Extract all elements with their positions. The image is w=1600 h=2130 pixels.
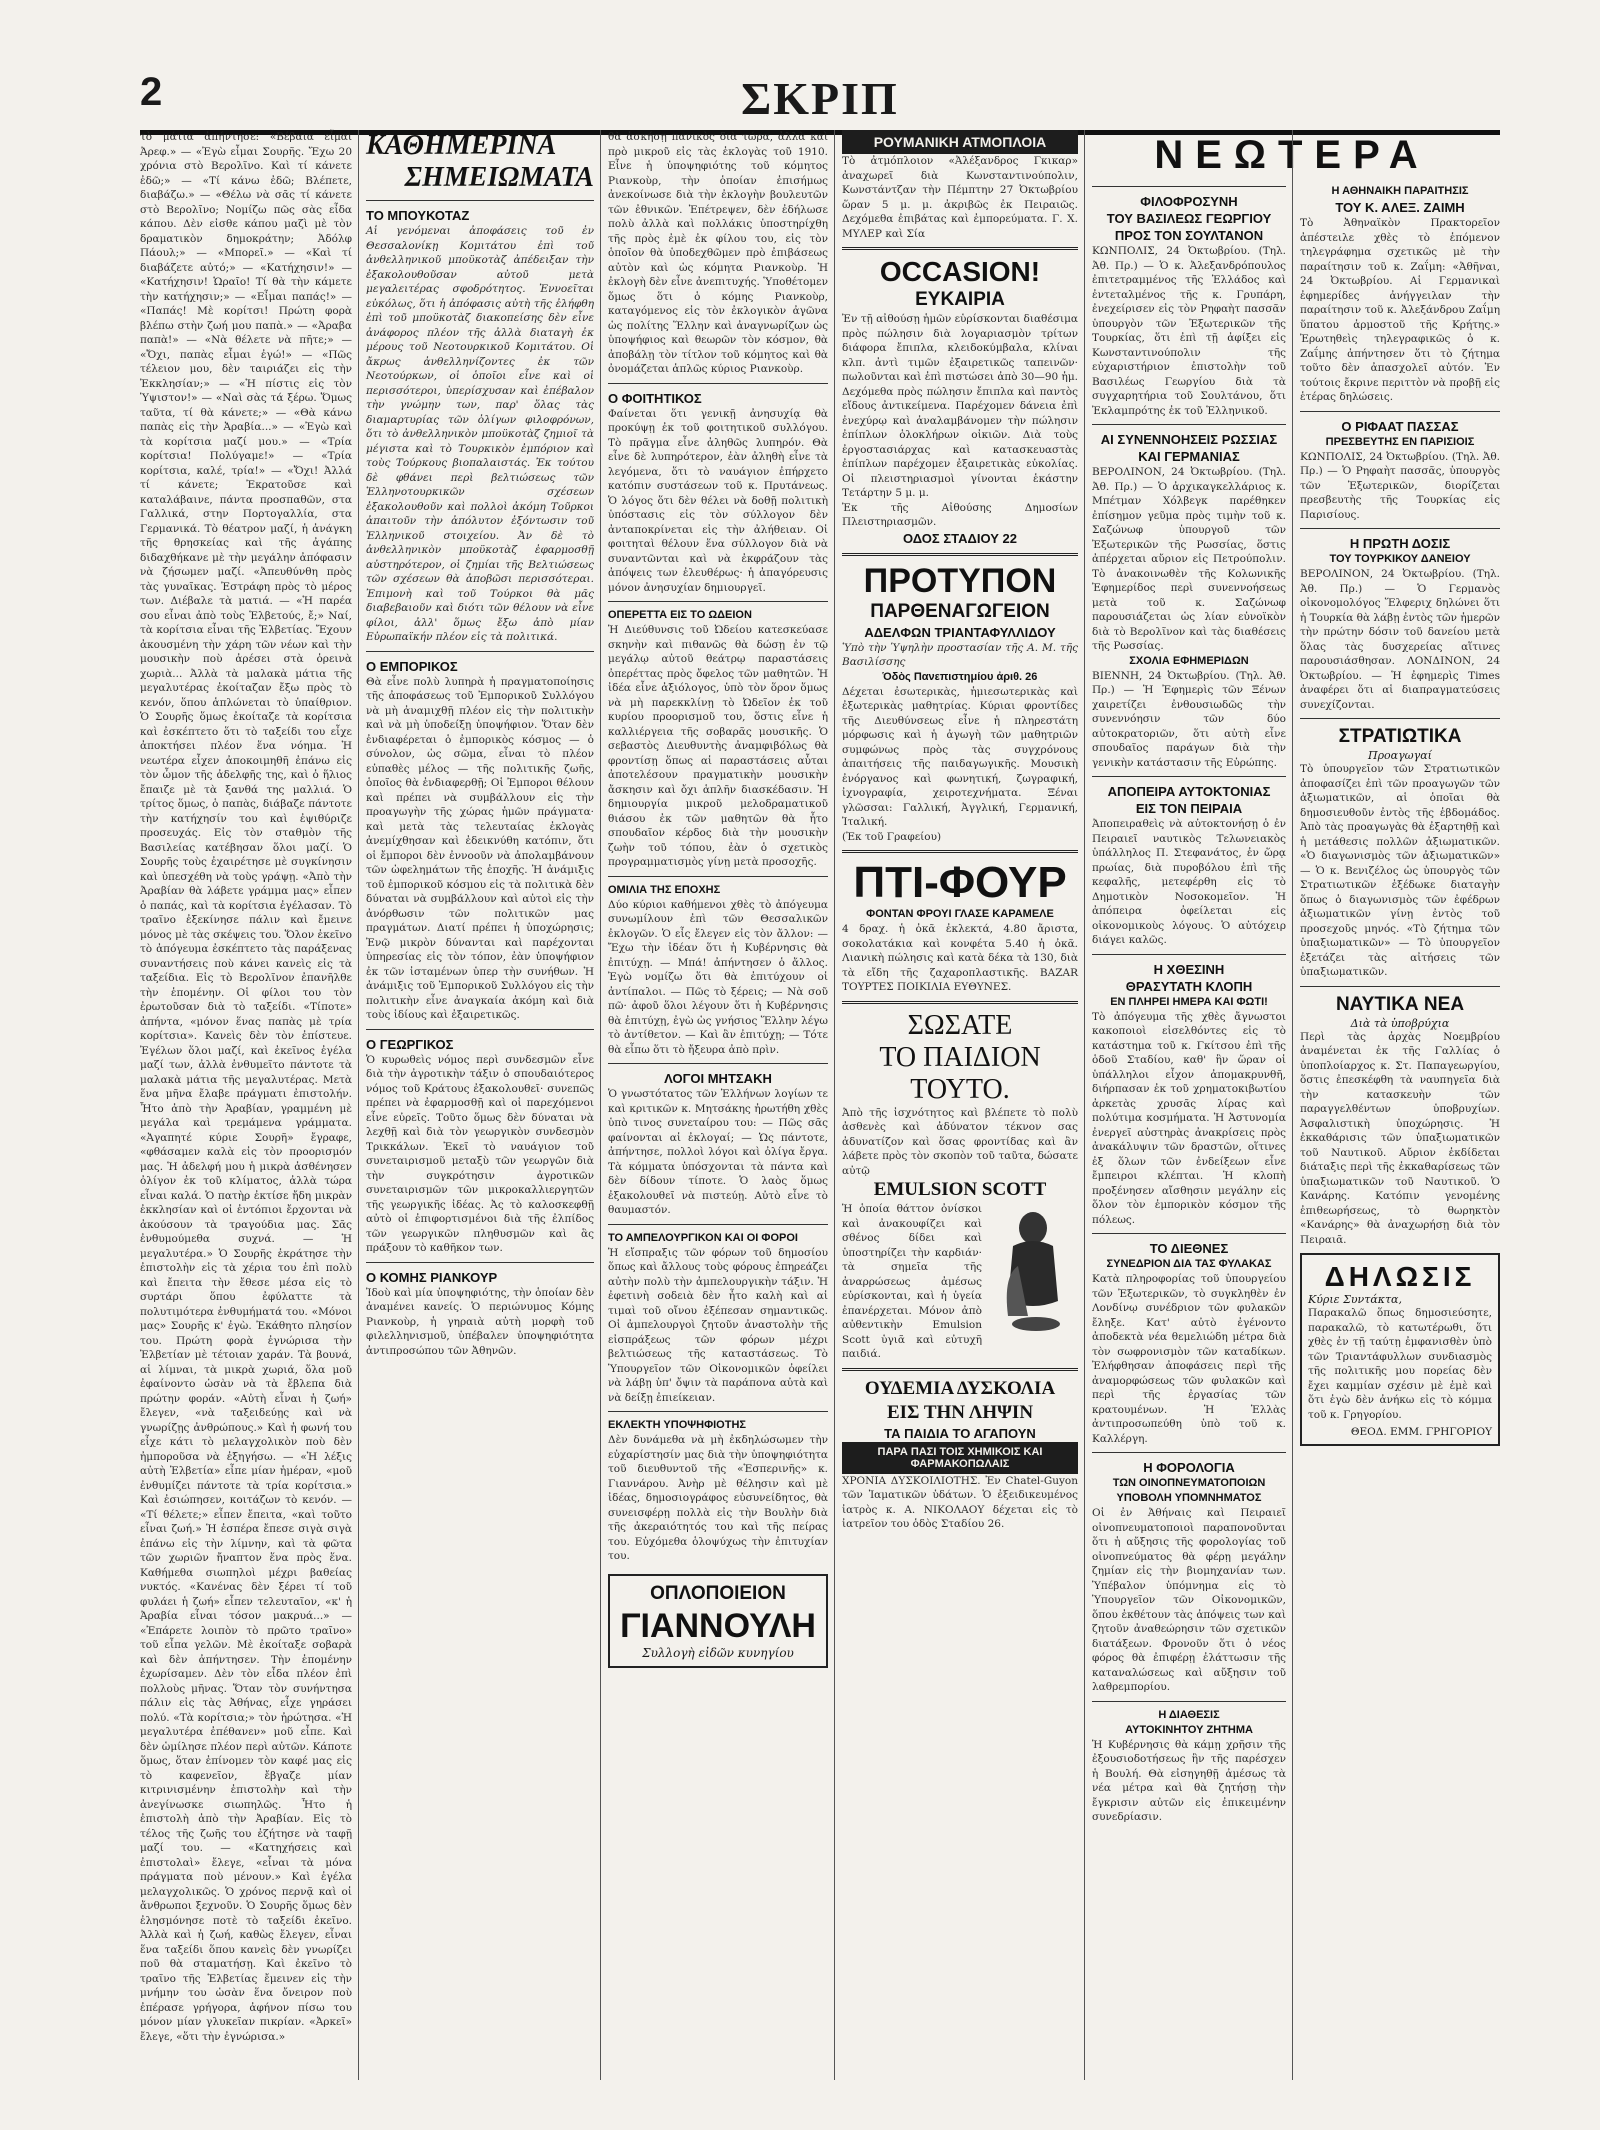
article-heading: ΘΡΑΣΥΤΑΤΗ ΚΛΟΠΗ [1125,978,1253,994]
ad-text: Ἐκ τῆς Αἰθούσης Δημοσίων Πλειστηριασμῶν. [842,501,1078,528]
article-text: Παρακαλῶ ὅπως δημοσιεύσητε, παρακαλῶ, τὸ κατωτέρωθι, ὅτι χθὲς ἐν τῇ ταύτῃ ἐμφανισθὲν ὑπὸ τῶν Τριαντάφυλλων συνδιασμὸς τῆς πολιτικῆς μου πορείας δὲν ἔχει καμμίαν σχέσιν μὲ ἐμὲ καὶ ὅτι ἐγὼ δὲν ἀνήκω εἰς τὸ κόμμα τοῦ κ. Γρηγορίου. [1308,1307,1492,1421]
article-subheading: ΥΠΟΒΟΛΗ ΥΠΟΜΝΗΜΑΤΟΣ [1116,1492,1262,1504]
column-3 [608,130,828,2080]
ad-text: Τὸ ἀτμόπλοιον «Ἀλέξανδρος Γκικαρ» ἀναχωρεῖ διὰ Κωνσταντινούπολιν, Κωνστάντζαν τὴν Πέμπτην 27 Ὀκτωβρίου ὥραν 5 μ. μ. ἀκριβῶς ἐκ Πειραιῶς. Δεχόμεθα ἐπιβάτας καὶ ἐμπορεύματα. Γ. Χ. ΜΥΛΕΡ καὶ Σία [842,155,1078,240]
article-subheading: Διὰ τὰ ὑποβρύχια [1350,1016,1450,1030]
ad-heading: ΠΤΙ-ΦΟΥΡ [853,858,1067,907]
ad-heading: ΣΩΣΑΤΕ [907,1009,1013,1041]
shipping-ad-heading: ΡΟΥΜΑΝΙΚΗ ΑΤΜΟΠΛΟΙΑ [842,130,1078,154]
article-text: Ὁ κυρωθεὶς νόμος περὶ συνδεσμῶν εἶνε διὰ τὴν ἀγροτικὴν τάξιν ὁ σπουδαιότερος νόμος τοῦ Κράτους ἐξακολουθεῖ· συνεπῶς πρέπει νὰ ἐφαρμοσθῇ καὶ οἱ παρεχόμενοι εἶνε εὐρεῖς. Τοῦτο ὅμως δὲν δύναται νὰ λεχθῇ καὶ διὰ τὸν γεωργικὸν συνδεσμὸν Τρικκάλων. Ἐκεῖ τὸ ναυάγιον τοῦ συνεταιρισμοῦ μεταξὺ τῶν γεωργῶν διὰ τὴν συγκρότησιν ἀγροτικῶν συνεταιρισμῶν τῶν μικροκαλλιεργητῶν τῆς γεωργικῆς ἰδέας. Ἀς τὸ καλοσκεφθῇ αὐτὸ οἱ ἐπιφορτισμένοι διὰ τῆς ἐλπίδος τῶν γεωργικῶν πληθυσμῶν καὶ ἃς πράξουν τὸ καθῆκον των. [366,1053,594,1254]
article-text: Ἰδοὺ καὶ μία ὑποψηφιότης, τὴν ὁποίαν δὲν ἀναμένει κανείς. Ὁ περιώνυμος Κόμης Ριανκοὺρ, ἡ γηραιὰ αὐτὴ μορφὴ τοῦ φιλελληνισμοῦ, ὑπέβαλεν ὑποψηφιότητα ἀντιπροσώπου τῶν Ἀθηνῶν. [366,1286,594,1357]
article-subheading: ΣΧΟΛΙΑ ΕΦΗΜΕΡΙΔΩΝ [1129,654,1249,667]
article-heading: ΕΚΛΕΚΤΗ ΥΠΟΨΗΦΙΟΤΗΣ [608,1419,747,1431]
fisherman-illustration [988,1206,1078,1336]
article-heading: Η ΠΡΩΤΗ ΔΟΣΙΣ [1349,536,1451,551]
article-text: Ἡ Κυβέρνησις θὰ κάμῃ χρῆσιν τῆς ἐξουσιοδοτήσεως ἣν τῆς παρέσχεν ἡ Βουλή. Θὰ εἰσηγηθῇ ἀμέσως τὰ νέα μέτρα καὶ θὰ ζητήσῃ τὴν ἔγκρισιν αὐτῶν εἰς ἐπικειμένην συνεδρίασιν. [1092,1738,1286,1823]
ad-heading: OCCASION! [879,256,1041,287]
article-text: Αἱ γενόμεναι ἀποφάσεις τοῦ ἐν Θεσσαλονίκῃ Κομιτάτου ἐπὶ τοῦ ἀνθελληνικοῦ μποϋκοτὰζ ἀπέδειξαν τὴν ἐξακολουθοῦσαν αὐτοῦ μετὰ μεγαλειτέρας σφοδρότητος. Ἐννοεῖται εὐκόλως, ὅτι ἡ ἀπόφασις αὐτὴ τῆς ἐλήφθη ἐπὶ τοῦ μποϋκοτὰζ διακοπείσης δὲν εἶνε ἀνάφορος πλέον τῆς ἀλλὰ διαταγὴ ἐκ μέρους τοῦ Νεοτουρκικοῦ Κομιτάτου. Οἱ ἄκρως ἀνθελληνίζοντες ἐκ τῶν Νεοτούρκων, οἱ ὁποῖοι εἶνε καὶ οἱ περισσότεροι, ὑπερίσχυσαν καὶ ἐπέβαλον τὴν γνώμην των, παρ' ὅλας τὰς διαμαρτυρίας τῶν ὀλίγων φιλοφρόνων, ὅτι τὸ ἀνθελληνικὸν μποϋκοτὰζ ζημιοῖ τὰ μέγιστα καὶ τὸ Τουρκικὸν ἐμπόριον καὶ τοὺς Τούρκους βιοπαλαιστάς. Ἐκ τούτου δὲ φθάνει περὶ βελτιώσεως τῶν Ἑλληνοτουρκικῶν σχέσεων ἐξακολουθοῦν καὶ πολλοὶ ἀκόμη Τοῦρκοι ἀπαιτοῦν τὴν ἀπόλυτον ἐξόντωσιν τοῦ Ἑλληνικοῦ στοιχείου. Ἀν δὲ τὸ ἀνθελληνικὸν μποϋκοτὰζ ἐφαρμοσθῇ αὐστηρότερον, οἱ ζημίαι τῆς Βελτιώσεως τῶν σχέσεων θὰ ἀποβῶσι περισσότεραι. Ἐπιμονὴ καὶ τοῦ Τούρκοι θὰ μᾶς διαβεβαιοῦν καὶ διότι τῶν θέλουν νὰ εἶνε φίλοι, ἀλλ' ὅμως ἔξω ἀπὸ μίαν Εὐρωπαϊκήν πλέον εἰς τὰ πολιτικά. [366,225,594,643]
section-title: ΝΕΩΤΕΡΑ [1154,133,1430,177]
ad-address: Ὁδὸς Πανεπιστημίου ἀριθ. 26 [882,670,1038,683]
column-divider [834,130,835,2080]
article-text: Ὁ γνωστότατος τῶν Ἑλλήνων λογίων τε καὶ κριτικῶν κ. Μητσάκης ἠρωτήθη χθὲς ὑπὸ τινος συνεταίρου του: — Πῶς σᾶς φαίνονται αἱ ἐκλογαί; — Ὡς πάντοτε, ἀπήντησε, πολλοὶ λόγοι καὶ ὀλίγα ἔργα. Τὰ κόμματα ὑπόσχονται τὰ πάντα καὶ δὲν δίδουν τίποτε. Ὁ λαὸς ὅμως ἐξακολουθεῖ νὰ πιστεύῃ. Αὐτὸ εἶνε τὸ θαυμαστόν. [608,1088,828,1216]
ad-text: (Ἐκ τοῦ Γραφείου) [842,830,942,843]
ad-text: 4 δραχ. ἡ ὀκᾶ ἐκλεκτά, 4.80 ἄριστα, σοκολατάκια καὶ κονφέτα 5.40 ἡ ὀκᾶ. Λιανικὴ πώλησις καὶ κατὰ δέκα τὰ 130, διὰ τὰ εἴδη τῆς ζαχαροπλαστικῆς. BAZAR ΤΟΥΡΤΕΣ ΠΟΙΚΙΛΙΑ ΕΥΘΥΝΕΣ. [842,923,1078,993]
article-heading: ΑΥΤΟΚΙΝΗΤΟΥ ΖΗΤΗΜΑ [1125,1723,1253,1736]
article-text: Ἡ εἴσπραξις τῶν φόρων τοῦ δημοσίου ὅπως καὶ ἄλλους τοὺς φόρους ἐπηρεάζει αὐτὴν πολὺ τὴν ἀμπελουργικὴν τάξιν. Ἡ ἐφετινὴ σοδειὰ δὲν ἦτο καλὴ καὶ αἱ τιμαὶ τοῦ οἴνου ἐξέπεσαν σημαντικῶς. Οἱ ἀμπελουργοὶ ζητοῦν ἀναστολὴν τῆς εἰσπράξεως τῶν φόρων μέχρι βελτιώσεως τῆς καταστάσεως. Τὸ Ὑπουργεῖον τῶν Οἰκονομικῶν ὀφείλει νὰ λάβῃ ὑπ' ὄψιν τὰ παράπονα αὐτὰ καὶ νὰ δείξῃ ἐπιείκειαν. [608,1246,828,1404]
signature: ΘΕΟΔ. ΕΜΜ. ΓΡΗΓΟΡΙΟΥ [1350,1426,1492,1438]
article-heading: Η ΑΘΗΝΑΙΚΗ ΠΑΡΑΙΤΗΣΙΣ [1331,185,1469,197]
ad-subheading: ΕΥΚΑΙΡΙΑ [915,289,1005,310]
column-6 [1300,130,1500,2080]
article-heading: ΑΠΟΠΕΙΡΑ ΑΥΤΟΚΤΟΝΙΑΣ [1107,784,1271,799]
article-heading: ΤΟΥ ΒΑΣΙΛΕΩΣ ΓΕΩΡΓΙΟΥ [1106,211,1272,226]
ad-footer: ΠΑΡΑ ΠΑΣΙ ΤΟΙΣ ΧΗΜΙΚΟΙΣ ΚΑΙ ΦΑΡΜΑΚΟΠΩΛΑΙΣ [842,1442,1078,1474]
article-text: Θὰ εἶνε πολὺ λυπηρὰ ἡ πραγματοποίησις τῆς ἀποφάσεως τοῦ Ἐμπορικοῦ Συλλόγου νὰ μὴ ἀναμιχθῇ πλέον εἰς τὴν πολιτικὴν καὶ νὰ μὴ ὑποδείξῃ ὑποψήφιον. Ὅταν δὲν ἐνδιαφέρεται ὁ ἐμπορικὸς κόσμος — ὁ σύνολον, ὡς σῶμα, εἶναι τὸ πλέον εὐπαθὲς μέλος — τῆς πολιτικῆς ζωῆς, ὁποῖος θὰ ἐνδιαφερθῇ; Οἱ Ἐμποροι θέλουν καὶ πρέπει νὰ συμβάλλουν εἰς τὴν προαγωγὴν τῆς χώρας ἡμῶν πράγματα· καὶ μετὰ τὰς τελευταίας ἐκλογὰς ἀνεμίχθησαν καὶ ἐδεικνύθη κατόπιν, ὅτι οἱ ἔμποροι δὲν ἐννοοῦν νὰ ἀπολαμβάνουν τῶν ὠφελημάτων τῆς ἐποχῆς. Ἡ ἀνάμιξις τοῦ ἐμπορικοῦ κόσμου εἰς τὰ πολιτικὰ δὲν δύναται νὰ συμβάλλουν καὶ αὐτοὶ εἰς τὴν ἀνόρθωσιν τῶν πολιτικῶν μας πραγμάτων. Διατί πρέπει ἡ ὑποχώρησις; Ἐνῷ μικρὸν δύνανται καὶ παρέχονται ὑπηρεσίας εἰς τὸν τόπον, ἐὰν ὑποψήφιον ἐκ τῶν ἰσταμένων ὑπερ τὴν συνήθων. Ἡ ἀνάμιξις τοῦ Ἐμπορικοῦ Συλλόγου εἰς τὴν πολιτικὴν εἶνε ἀναγκαία ἀκόμη καὶ διὰ τοὺς ἰδίους καὶ ἐξαιρετικῶς. [366,675,594,1021]
story-text: τὸ μάτια ἀπήντησε: «Βέβαια εἶμαι Ἀρεφ.» — «Ἐγὼ εἶμαι Σουρῆς. Ἔχω 20 χρόνια στὸ Βερολῖνο. Καὶ τί κάνετε ἐδῶ;» — «Τί κάνω ἐδῶ; Βλέπετε, διαβάζω.» — «Θέλω νὰ σᾶς τί κάνετε στὸ Βερολῖνο; Νομίζω πῶς σὰς εἶδα κάπου. Δὲν εἰσθε κάπου μαζὶ μὲ τὸν δραματικὸν δημοκράτην; Ἀδόλφ Πάουλ;» — «Μπορεῖ.» — «Καὶ τί διαβάζετε αὐτό;» — «Κατήχησιν!» — «Κατήχησιν! Ὡραῖο! Τί θὰ τὴν κάμετε τὴν κατήχησιν;» — «Εἶμαι παπάς!» — «Παπάς! Μὲ κορίτσι! Πρώτη φορὰ βλέπω στὴν ζωή μου παπὰ.» — «Ἀραβα παπὰ!» — «Νὰ θέλετε νὰ πῆτε;» — «Ὄχι, παπὰς εἶμαι ἐγώ!» — «Πῶς τέλειον μου, δὲν ταιριάζει εἰς τὴν Ἐκκλησίαν;» — «Ἡ πίστις εἰς τὸν Ὑψιστον!» — «Ναὶ σὰς τά ξέρω. Ὅμως ταῦτα, τί θὰ κάνετε;» — «Θὰ κάνω παπὰς εἰς τὴν Ἀραβία...» — «Ἐγὼ καὶ τὰ κορίτσια μαζί μου.» — «Τρία κορίτσια! Πολύγαμε!» — «Τρία κορίτσια, καλέ, τρία!» — «Ὄχι! Ἀλλά τί κάνετε; Ἐκρατοῦσε καὶ καταλάβαινε, πάντα προσπαθῶν, στα Γαλλικά, στην Πορτογαλλία, στα Γερμανικά. Τὸ θέατρον μαζί, ἡ ἀνάγκη τῆς θρησκείας καὶ τῆς ἀγάπης διδαχθήκανε μὲ τὴν μεγάλην ἀπόφασιν νὰ ζήσωμεν μαζί. «Ἀπευθύνθη πρὸς τὰς γυναῖκας. Ἐστράφη πρὸς τὸ μέρος των. Διέβαλε τὰ ματιά. — «Ἡ παρέα σου εἶναι ἀπὸ τοὺς Ἑλβετούς, ἔ;» Ναί, τὰ κορίτσια εἶναι τῆς Ἑλβετίας. Ἔχουν ἀκουσμένη τὴν χάρη τῶν νέων καὶ τὴν μουσικὴν ποὺ ἀρέσει στὰ ὁρεινὰ χωριὰ... Ἀλλὰ τὰ μαλακὰ μάτια τῆς μεγαλυτέρας ἐκοίταζαν ἔξω πρὸς τὸ κενόν, ὅπου ἁπλώνεται τὸ ὑπαίθριον. Ὁ Σουρῆς ὅμως ἐκοίταζε τὰ κορίτσια καὶ ἐσκέπτετο ὅτι τὸ ταξείδι του εἶχε ἀποκτήσει πλέον ἕνα νόημα. Ἡ νεωτέρα εἶχεν ἀποκοιμηθῆ ἐπάνω εἰς τὸν ὦμον τῆς ἀδελφῆς της, καὶ ὁ ἥλιος ἔπαιζε μὲ τὰ ξανθά της μαλλιά. Ὁ τρίτος ὅμως, ὁ παπὰς, διάβαζε πάντοτε τὴν κατήχησίν του καὶ ἐψιθύριζε προσευχάς. Εἰς τὸν σταθμὸν τῆς Βασιλείας κατέβησαν ὅλοι μαζί. Ὁ Σουρῆς τοὺς ἐχαιρέτησε μὲ συγκίνησιν καὶ ὑπεσχέθη νὰ τοὺς γράψῃ. «Ἀπὸ τὴν Ἀραβίαν θὰ λάβετε γράμμα μας» εἶπεν ὁ παπάς, καὶ τὰ κορίτσια ἐγέλασαν. Τὸ τραῖνο ἐξεκίνησε πάλιν καὶ ἔμεινε μόνος μὲ τὰς σκέψεις του. Ὅλον ἐκεῖνο τὸ ἀπόγευμα ἐσκέπτετο τὰς παράξενας συναντήσεις ποὺ κάνει κανεὶς εἰς τὰ ταξείδια. Εἰς τὸ Βερολῖνον ἐπανῆλθε τὴν ἑπομένην. Οἱ φίλοι του τὸν ἐρωτοῦσαν διὰ τὸ ταξείδι. «Τίποτε» ἀπήντα, «μόνον ἕνας παπὰς μὲ τρία κορίτσια». Κανεὶς δὲν τὸν ἐπίστευε. Ἐγέλων ὅλοι μαζί, καὶ ἐκεῖνος ἐγέλα μαζί των, ἀλλὰ ἐνθυμεῖτο πάντοτε τὰ μαλακὰ μάτια τῆς μεγαλυτέρας. Μετὰ ἕνα μῆνα ἔλαβε πράγματι ἐπιστολήν. Ἦτο ἀπὸ τὴν Ἀραβίαν, γραμμένη μὲ μεγάλα καὶ τρεμάμενα γράμματα. «Ἀγαπητέ κύριε Σουρῆ» ἔγραφε, «φθάσαμεν καλὰ εἰς τὸν προορισμόν μας. Ἡ ἀδελφή μου ἡ μικρὰ ἀσθένησεν ὀλίγον ἐκ τοῦ κλίματος, ἀλλὰ τώρα εἶναι καλά. Ὁ πατὴρ ἐκτίσε ἤδη μικρὰν ἐκκλησίαν καὶ οἱ ἐντόπιοι ἔρχονται νὰ ἀκούσουν τὰ τραγούδια μας. Σᾶς ἐνθυμούμεθα συχνά. — Ἡ μεγαλυτέρα.» Ὁ Σουρῆς ἐκράτησε τὴν ἐπιστολὴν εἰς τὰ χέρια του ἐπὶ πολὺ καὶ ἔπειτα τὴν ἔθεσε μέσα εἰς τὸ συρτάρι ὅπου ἐφύλαττε τὰ πολυτιμότερα ἐνθυμήματά του. «Μόνοι μας» Σουρῆς κ' ἐγὼ. Ἐκάθητο πλησίον του. Πρώτη φορὰ ἐγνώρισα τὴν Ἑλβετίαν μὲ τέτοιαν χαράν. Τὰ βουνά, αἱ λίμναι, τὰ μικρὰ χωριά, ὅλα μοῦ ἐφαίνοντο ὡσὰν νὰ τὰ ἔβλεπα διὰ πρώτην φοράν. «Αὐτὴ εἶναι ἡ ζωή» ἔλεγεν, «νὰ ταξειδεύῃς καὶ νὰ γνωρίζῃς ἀνθρώπους.» Καὶ ἡ φωνή του εἶχε κάτι τὸ μελαγχολικὸν ποὺ δὲν ἠμποροῦσα νὰ ἐξηγήσω. — «Ἡ λέξις αὐτὴ Ἑλβετία» εἶπε μίαν ἡμέραν, «μοῦ ἐνθυμίζει πάντοτε τὰ τρία κορίτσια.» Καὶ ἐσιώπησεν, κοιτάζων τὸ κενόν. — «Τί θέλετε;» εἶπεν ἔπειτα, «καὶ τοῦτο εἶναι ζωή.» Ἡ ἐσπέρα ἔπεσε σιγὰ σιγὰ ἐπάνω εἰς τὴν λίμνην, καὶ τὰ φῶτα τῶν χωριῶν ἤναπτον ἕνα πρὸς ἕνα. Καθήμεθα σιωπηλοὶ μέχρι βαθείας νυκτός. «Κανένας δὲν ξέρει τί τοῦ φυλάει ἡ ζωή» εἶπεν τελευταῖον, «κ' ἡ Ἀραβία εἶναι τόσον μακρυά...» — «Ἐπάρετε λοιπὸν τὸ πρῶτο τραῖνο» τοῦ εἶπα γελῶν. Μὲ ἐκοίταξε σοβαρὰ καὶ δὲν ἀπήντησεν. Τὴν ἑπομένην ἐχωρίσαμεν. Δὲν τὸν εἶδα πλέον ἐπὶ πολλοὺς μῆνας. Ὅταν τὸν συνήντησα πάλιν εἰς τὰς Ἀθήνας, εἶχε γηράσει πολύ. «Τὰ κορίτσια;» τὸν ἠρώτησα. «Ἡ μεγαλυτέρα ἐπέθανεν» μοῦ εἶπε. Καὶ δὲν ὡμίλησε πλέον περὶ αὐτῶν. Κάποτε ὅμως, ὅταν ἐπίνομεν τὸν καφέ μας εἰς τὸ καφενεῖον, ἔβγαζε μίαν κιτρινισμένην ἐπιστολὴν καὶ τὴν ἀνεγίνωσκε σιωπηλῶς. Ἦτο ἡ ἐπιστολὴ ἀπὸ τὴν Ἀραβίαν. Εἰς τὸ τέλος τῆς ζωῆς του ἐζήτησε νὰ ταφῇ μαζί του. — «Κατηχήσεις καὶ ἐπιστολαὶ» ἔλεγε, «εἶναι τὰ μόνα πράγματα ποὺ μένουν.» Καὶ ἐγέλα μελαγχολικῶς. Ὁ χρόνος περνᾷ καὶ οἱ ἄνθρωποι ξεχνοῦν. Ὁ Σουρῆς ὅμως δὲν ἐλησμόνησε ποτὲ τὸ ταξείδι ἐκεῖνο. Ἀλλὰ καὶ ἡ ζωή, καθὼς ἔλεγεν, εἶναι ἕνα ταξείδι ὅπου κανεὶς δὲν γνωρίζει ποῦ θὰ σταματήσῃ. Καὶ ἐκεῖνο τὸ τραῖνο τῆς Ἑλβετίας ἔμεινεν εἰς τὴν μνήμην του ὡσὰν ἕνα ὄνειρον ποὺ ἐπέρασε γρήγορα, ἀφήνον πίσω του μόνον μίαν γλυκεῖαν πικρίαν. «Ἀρκεῖ» ἔλεγε, «ὅτι τὴν ἐγνώρισα.» [140,131,352,2043]
article-text: ΚΩΝΠΟΛΙΣ, 24 Ὀκτωβρίου. (Τηλ. Ἀθ. Πρ.) — Ὁ κ. Ἀλεξανδρόπουλος ἐπιτετραμμένος τῆς Ἑλλάδος καὶ ἐντεταλμένος τῆς κ. Γρυπάρη, ἐνεχείρισεν εἰς τὸν Ρηφαὴτ πασσᾶν ὑπουργὸν τῶν Ἐξωτερικῶν τῆς Τουρκίας, ὅτι ἐπὶ τῇ ἀφίξει εἰς Κωνσταντινούπολιν τῆς εὐχαριστήριον ἐπιστολὴν τοῦ Βασιλέως Γεωργίου διὰ τὰ συγχαρητήρια τοῦ Σουλτάνου, ὅτι Ἐκλαμπρότης ἐκ τοῦ Ἑλληνικοῦ. [1092,245,1286,417]
article-text: ΒΕΡΟΛΙΝΟΝ, 24 Ὀκτωβρίου. (Τηλ. Ἀθ. Πρ.) — Ὁ Γερμανὸς οἰκονομολόγος Ἕλφεριχ δηλώνει ὅτι ἡ Τουρκία θὰ λάβῃ ἐντὸς τῶν ἡμερῶν τὴν πρώτην δόσιν τοῦ δανείου μετὰ ὅλας τὰς δυσχερείας αἵτινες παρουσιάσθησαν. ΛΟΝΔΙΝΟΝ, 24 Ὀκτωβρίου. — Ἡ ἐφημερὶς Times ἀναφέρει ὅτι αἱ διαπραγματεύσεις συνεχίζονται. [1300,568,1500,711]
article-heading: Ο ΕΜΠΟΡΙΚΟΣ [366,658,458,674]
column-divider [1084,130,1085,2080]
declaration-box [1300,1253,1500,1446]
article-text: θὰ ἀσκήσῃ πανικὸς διὰ τώρα, ἀλλὰ καὶ πρὸ μικροῦ εἰς τὰς ἐκλογὰς τοῦ 1910. Εἶνε ἡ ὑποψηφιότης τοῦ κόμητος Ριανκοὺρ, τὴν ὁποίαν ἐπισήμως ἀνεκοίνωσε διὰ τὴν ἐκλογὴν βουλευτῶν τῶν ἐθνικῶν. Ἐπέτρεψεν, δὲν ἐδήλωσε πολὺ ἀλλὰ καὶ πολλάκις ὑποστηρίχθη τῆς πρὸς ἐμὲ ἐκ φίλου του, εἰς τὸν ὁποῖον θὰ ὑποδεχθῶμεν πρὸ ἐπιβάσεως αὐτὸν καὶ ὡς κόμητα Ριανκοὺρ. Ἡ ἐκλογὴ δὲν εἶνε ἀνεπιτυχής. Ὑποθέτομεν ὅμως ὅτι ὁ κόμης Ριανκοὺρ, καταγόμενος εἰς τὸν ἐκλογικὸν ἀγῶνα ὡς πολίτης Ἕλλην καὶ ἀναγνωρίζων ὡς ὑποψήφιος καὶ θεωρῶν τὸν κόσμον, θὰ ἀποβάλῃ τὸν τίτλον τοῦ κόμητος καὶ θὰ ὀνομάζεται ἁπλῶς κύριος Ριανκοὺρ. [608,131,828,375]
ad-heading: ΤΟ ΠΑΙΔΙΟΝ [879,1041,1041,1073]
gunsmith-ad [608,1574,828,1668]
article-heading: ΤΟ ΜΠΟΥΚΟΤΑΖ [366,208,470,223]
column-divider [600,130,601,2080]
ad-heading: ΟΠΛΟΠΟΙΕΙΟΝ [650,1582,786,1604]
article-text: ΒΙΕΝΝΗ, 24 Ὀκτωβρίου. (Τηλ. Ἀθ. Πρ.) — Ἡ Ἐφημερὶς τῶν Ξένων χαιρετίζει ἐνθουσιωδῶς τὴν συνεννόησιν τῶν δύο αὐτοκρατοριῶν, ὅτι αὐτὴ εἶνε σπουδαῖος παράγων διὰ τὴν γενικὴν κατάστασιν τῆς Εὐρώπης. [1092,669,1286,769]
article-text: Δὲν δυνάμεθα νὰ μὴ ἐκδηλώσωμεν τὴν εὐχαρίστησίν μας διὰ τὴν ὑποψηφιότητα τοῦ διευθυντοῦ τῆς «Ἑσπερινῆς» κ. Γιαννάρου. Ἀνὴρ μὲ θέλησιν καὶ μὲ ἰδέας, δημοσιογράφος εὐσυνείδητος, θὰ συνεισφέρῃ πολλὰ εἰς τὴν Βουλὴν διὰ τῆς ἀκεραιότητός του καὶ τῆς πείρας του. Εὐχόμεθα ὁλοψύχως τὴν ἐπιτυχίαν του. [608,1434,828,1562]
ad-heading: ΤΟΥΤΟ. [910,1073,1010,1105]
article-heading: Ο ΓΕΩΡΓΙΚΟΣ [366,1036,454,1052]
article-heading: ΕΝ ΠΛΗΡΕΙ ΗΜΕΡΑ ΚΑΙ ΦΩΤΙ! [1110,995,1268,1008]
page-number: 2 [140,70,163,114]
ad-subheading: ΤΑ ΠΑΙΔΙΑ ΤΟ ΑΓΑΠΟΥΝ [884,1425,1036,1441]
column-2 [366,130,594,2080]
article-text: Ἡ Διεύθυνσις τοῦ Ὠδείου κατεσκεύασε σκηνὴν καὶ πιθανῶς θὰ δώσῃ ἐν τῷ μεγάλῳ αὐτοῦ θεάτρῳ παραστάσεις ὀπερέττας πρὸς ὄφελος τῶν μαθητῶν. Ἡ ἰδέα εἶνε ἀξιόλογος, ὑπὸ τὸν ὅρον ὅμως νὰ μὴ παρεκκλίνῃ τὸ Ὠδεῖον ἐκ τοῦ κυρίου προορισμοῦ του, ὅστις εἶνε ἡ καλλιέργεια τῆς σοβαρᾶς μουσικῆς. Ὁ σεβαστὸς Διευθυντὴς ἀναμφιβόλως θὰ φροντίσῃ ὅπως αἱ παραστάσεις αὗται ἀποτελέσουν πραγματικὴν μουσικὴν ἄσκησιν καὶ ὄχι ἁπλῆν διασκέδασιν. Ἡ δημιουργία μικροῦ μελοδραματικοῦ θιάσου ἐκ τῶν μαθητῶν θὰ ἦτο σπουδαῖον κέρδος διὰ τὴν μουσικὴν ζωὴν τοῦ τόπου, ἐὰν ὁ σχετικὸς προγραμματισμὸς γίνῃ μετὰ προσοχῆς. [608,624,828,868]
ad-heading: ΠΡΟΤΥΠΟΝ [863,561,1057,600]
ad-heading: ΟΥΔΕΜΙΑ ΔΥΣΚΟΛΙΑ [864,1377,1056,1399]
ad-text: ΧΡΟΝΙΑ ΔΥΣΚΟΙΛΙΟΤΗΣ. Ἐν Chatel-Guyon τῶν Ἰαματικῶν ὑδάτων. Ὁ ἐξειδικευμένος ἰατρὸς κ. Α. ΝΙΚΟΛΑΟΥ δέχεται εἰς τὸ ἰατρεῖον του ὁδὸς Σταδίου 26. [842,1474,1078,1530]
article-heading: Ο ΚΟΜΗΣ ΡΙΑΝΚΟΥΡ [366,1269,498,1285]
section-title: ΚΑΘΗΜΕΡΙΝΑ [366,130,557,161]
ad-brand: EMULSION SCOTT [873,1179,1047,1200]
masthead [140,70,1500,130]
article-text: ΚΩΝΠΟΛΙΣ, 24 Ὀκτωβρίου. (Τηλ. Ἀθ. Πρ.) — Ὁ Ρηφαὴτ πασσᾶς, ὑπουργὸς τῶν Ἐξωτερικῶν, διορίζεται πρεσβευτὴς τῆς Τουρκίας εἰς Παρισίους. [1300,450,1500,521]
article-heading: ΔΗΛΩΣΙΣ [1324,1261,1476,1292]
article-text: Τὸ Ἀθηναϊκὸν Πρακτορεῖον ἀπέστειλε χθὲς τὸ ἑπόμενον τηλεγράφημα σχετικῶς μὲ τὴν παραίτησιν τοῦ κ. Ζαΐμη: «Ἀθῆναι, 24 Ὀκτωβρίου. Αἱ Γερμανικαὶ ἐφημερίδες ἀνήγγειλαν τὴν παραίτησιν τοῦ κ. Ἀλεξάνδρου Ζαΐμη ὕπατου ἁρμοστοῦ τῆς Κρήτης.» Ἐρωτηθεὶς τηλεγραφικῶς ὁ κ. Ζαΐμης ἀπήντησεν ὅτι τὸ ζήτημα τοῦτο δὲν ἀπασχολεῖ αὐτόν. Ἐν τούτοις ἔκρινε περιττὸν νὰ προβῇ εἰς ἑτέρας δηλώσεις. [1300,217,1500,403]
article-heading: ΟΠΕΡΕΤΤΑ ΕΙΣ ΤΟ ΩΔΕΙΟΝ [608,609,752,621]
article-text: ΒΕΡΟΛΙΝΟΝ, 24 Ὀκτωβρίου. (Τηλ. Ἀθ. Πρ.) — Ὁ ἀρχικαγκελλάριος κ. Μπέτμαν Χόλβεγκ παρέθηκεν ἐπίσημον γεῦμα πρὸς τιμὴν τοῦ κ. Σαζώνωφ ὑπουργοῦ τῶν Ἐξωτερικῶν τῆς Ρωσσίας, ὅστις ἀπέρχεται αὔριον εἰς Πετρούπολιν. Τὸ ἀνακοινωθὲν τῆς Κολωνικῆς Ἐφημερίδος περὶ συνεννοήσεως μετὰ τοῦ κ. Σαζώνωφ παρουσιάζεται ὡς λίαν εὐνοϊκὸν διὰ τὸ Βερολῖνον καὶ τὰς διαθέσεις τῆς Ρωσσίας. [1092,466,1286,652]
article-text: Τὸ ἀπόγευμα τῆς χθὲς ἄγνωστοι κακοποιοὶ εἰσελθόντες εἰς τὸ κατάστημα τοῦ κ. Γκίτσου ἐπὶ τῆς ὁδοῦ Σταδίου, καθ' ἣν ὥραν οἱ ὑπάλληλοι εἶχον ἀπομακρυνθῆ, διήρπασαν ἐκ τοῦ χρηματοκιβωτίου ἀρκετὰς χρυσᾶς λίρας καὶ πολύτιμα κοσμήματα. Ἡ Ἀστυνομία ἐνεργεῖ αὐστηρὰς ἀνακρίσεις πρὸς ἀνακάλυψιν τῶν δραστῶν, οἵτινες ἐξ ὅλων τῶν ἐνδείξεων εἶνε ἔμπειροι κλέπται. Ἡ κλοπὴ προξένησεν αἴσθησιν μεγάλην εἰς ὅλον τὸν ἐμπορικὸν κόσμον τῆς πόλεως. [1092,1010,1286,1226]
ad-subheading: ΠΑΡΘΕΝΑΓΩΓΕΙΟΝ [870,600,1050,622]
ad-text: Ἐν τῇ αἰθούσῃ ἡμῶν εὑρίσκονται διαθέσιμα πρὸς πώλησιν διὰ λογαριασμὸν τρίτων διάφορα ἔπιπλα, κλειδοκύμβαλα, κλίναι κλπ. ἀντὶ τιμῶν ἐξαιρετικῶς ταπεινῶν· πωλοῦνται καὶ ἐπὶ πιστώσει ἀπὸ 30—90 ἡμ. Δεχόμεθα πρὸς πώλησιν ἔπιπλα καὶ παντὸς εἴδους ἀντικείμενα. Παρέχομεν δάνεια ἐπὶ ἐνεχύρῳ καὶ ἀναλαμβάνομεν τὴν πώλησιν ἐπίπλων ὁλοκλήρων οἰκιῶν. Διὰ τοὺς ἐργοστασιάρχας καὶ κατασκευαστὰς ἐπίπλων παρέχομεν ἐξαιρετικὰς εὐκολίας. Οἱ πλειστηριασμοὶ γίνονται ἑκάστην Τετάρτην 5 μ. μ. [842,313,1078,499]
ad-address: ΟΔΟΣ ΣΤΑΔΙΟΥ 22 [903,530,1017,546]
ad-text: Δέχεται ἐσωτερικὰς, ἡμιεσωτερικὰς καὶ ἐξωτερικὰς μαθητρίας. Κύριαι φροντίδες τῆς Διευθύνσεως εἶνε ἡ πληρεστάτη μόρφωσις καὶ ἡ ἀγωγὴ τῶν μαθητριῶν συμφώνως πρὸς τὰς συγχρόνους ἀπαιτήσεις τῆς παιδαγωγικῆς. Μουσικὴ ἐνόργανος καὶ φωνητική, ζωγραφική, ἰχνογραφία, χειροτεχνήματα. Ξέναι γλῶσσαι: Γαλλική, Ἀγγλική, Γερμανική, Ἰταλική. [842,685,1078,828]
column-4 [842,130,1078,2080]
article-text: Περὶ τὰς ἀρχὰς Νοεμβρίου ἀναμένεται ἐκ τῆς Γαλλίας ὁ ὑποπλοίαρχος κ. Στ. Παπαγεωργίου, ὅστις ἐπεσκέφθη τὰ ναυπηγεῖα διὰ τὴν κατασκευὴν τῶν παραγγελθέντων ὑποβρυχίων. Ἀσφαλιστικὴ ὑποχώρησις. Ἠ ἐκκαθάρισις τῶν ὑπαξιωματικῶν τοῦ Ναυτικοῦ. Αὔριον ἐκδίδεται διάταξις περὶ τῆς ἐκκαθαρίσεως τῶν ὑπαξιωματικῶν τοῦ Ναυτικοῦ. Ὁ Κανάρης. Κατόπιν γενομένης ἐπιθεωρήσεως, τὸ θωρηκτὸν «Κανάρης» θὰ ἀναχωρήσῃ διὰ τὸν Πειραιᾶ. [1300,1030,1500,1246]
article-heading: ΦΙΛΟΦΡΟΣΥΝΗ [1140,194,1238,209]
article-heading: ΤΩΝ ΟΙΝΟΠΝΕΥΜΑΤΟΠΟΙΩΝ [1112,1477,1266,1489]
ad-caption: Συλλογὴ εἰδῶν κυνηγίου [642,1645,794,1660]
ad-text: Ὑπὸ τὴν Ὑψηλὴν προστασίαν τῆς Α. Μ. τῆς Βασιλίσσης [842,641,1078,668]
article-text: Οἱ ἐν Ἀθήναις καὶ Πειραιεῖ οἰνοπνευματοποιοὶ παραπονοῦνται ὅτι ἡ αὔξησις τῆς φορολογίας τοῦ οἰνοπνεύματος θὰ φέρῃ μεγάλην ζημίαν εἰς τὴν βιομηχανίαν των. Ὑπέβαλον ὑπόμνημα εἰς τὸ Ὑπουργεῖον τῶν Οἰκονομικῶν, ὅπου ἐκθέτουν τὰς ἀπόψεις των καὶ ζητοῦν ἀναθεώρησιν τῶν σχετικῶν διατάξεων. Φρονοῦν ὅτι ὁ νέος φόρος θὰ ἐπιφέρῃ ἐλάττωσιν τῆς καταναλώσεως καὶ αὔξησιν τοῦ λαθρεμπορίου. [1092,1507,1286,1693]
article-heading: ΤΟ ΑΜΠΕΛΟΥΡΓΙΚΟΝ ΚΑΙ ΟΙ ΦΟΡΟΙ [608,1231,798,1244]
ad-heading: ΕΙΣ ΤΗΝ ΛΗΨΙΝ [886,1401,1034,1423]
article-heading: ΣΤΡΑΤΙΩΤΙΚΑ [1338,726,1462,747]
ad-text: Ἀπὸ τῆς ἰσχνότητος καὶ βλέπετε τὸ πολὺ ἀσθενὲς καὶ ἀδύνατον τέκνον σας ἀδυνατίζον καὶ ὅσας φροντίδας καὶ ἂν λάβετε πρὸς τὸν σκοπὸν τοῦ ταῦτα, δώσατε αὐτῷ [842,1106,1078,1177]
article-heading: ΤΟΥ ΤΟΥΡΚΙΚΟΥ ΔΑΝΕΙΟΥ [1329,553,1471,565]
section-subtitle: ΣΗΜΕΙΩΜΑΤΑ [404,162,594,193]
article-heading: ΠΡΟΣ ΤΟΝ ΣΟΥΛΤΑΝΟΝ [1114,228,1264,243]
ad-brand: ΓΙΑΝΝΟΥΛΗ [620,1606,816,1645]
article-text: Φαίνεται ὅτι γενικῇ ἀνησυχίᾳ θὰ προκύψῃ ἐκ τοῦ φοιτητικοῦ συλλόγου. Τὸ πρᾶγμα εἶνε ἀληθῶς λυπηρόν. Θὰ εἶνε δὲ λυπηρότερον, ἐὰν ἀληθὴ εἶνε τὰ λεγόμενα, ὅτι τὸ ναυάγιον ἐπήρχετο κατόπιν συστάσεων τοῦ κ. Πρυτάνεως. Ὁ λόγος ὅτι δὲν θέλει νὰ δοθῇ πολιτικὴ ὑπόστασις εἰς τὸν σύλλογον δὲν ἀνταποκρίνεται εἰς τὴν ἀλήθειαν. Οἱ φοιτηταὶ θέλουν ἕνα σύλλογον διὰ νὰ συναντῶνται καὶ νὰ ἐκφράζουν τὰς ἀπόψεις των ἐλευθέρως· ἡ ἀπαγόρευσις μόνον ἀνησυχίαν δημιουργεῖ. [608,407,828,594]
article-heading: Η ΧΘΕΣΙΝΗ [1153,961,1225,977]
column-divider [358,130,359,2080]
article-heading: Η ΦΟΡΟΛΟΓΙΑ [1143,1460,1235,1475]
newspaper-name: ΣΚΡΙΠ [741,73,899,124]
article-heading: ΑΙ ΣΥΝΕΝΝΟΗΣΕΙΣ ΡΩΣΣΙΑΣ ΚΑΙ ΓΕΡΜΑΝΙΑΣ [1100,432,1278,464]
column-divider [1292,130,1293,2080]
column-1 [140,130,352,2080]
article-heading: ΣΥΝΕΔΡΙΟΝ ΔΙΑ ΤΑΣ ΦΥΛΑΚΑΣ [1106,1258,1272,1270]
article-heading: ΤΟΥ Κ. ΑΛΕΞ. ΖΑΙΜΗ [1335,200,1465,215]
article-text: Κατὰ πληροφορίας τοῦ ὑπουργείου τῶν Ἐξωτερικῶν, τὸ συγκληθὲν ἐν Λονδίνῳ συνέδριον τῶν φυλακῶν ἔληξε. Κατ' αὐτὸ ἐγένοντο ἀποδεκτὰ νέα θεμελιώδη μέτρα διὰ τὸν σωφρονισμὸν τῶν καταδίκων. Ἐλήφθησαν ἀποφάσεις περὶ τῆς ἀναμορφώσεως τῶν φυλακῶν καὶ περὶ τῆς ἐργασίας τῶν κρατουμένων. Ἡ Ἑλλὰς ἀντιπροσωπεύθη ὑπὸ τοῦ κ. Καλλέργη. [1092,1273,1286,1445]
article-text: Τὸ ὑπουργεῖον τῶν Στρατιωτικῶν ἀποφασίζει ἐπὶ τῶν προαγωγῶν τῶν ἀξιωματικῶν, αἱ ὁποῖαι θὰ δημοσιευθοῦν ἐντὸς τῆς ἑβδομάδος. Ἀπὸ τὰς προαγωγὰς θὰ ἐξαρτηθῇ καὶ ἡ μετάθεσις πολλῶν ἀξιωματικῶν. «Ὁ διαγωνισμὸς τῶν ἀξιωματικῶν» — Ὁ κ. Βενιζέλος ὡς ὑπουργὸς τῶν Στρατιωτικῶν ἐξέδωκε διαταγὴν ὅπως ὁ διαγωνισμὸς τῶν ἐφέδρων ἀξιωματικῶν γίνῃ ἐντὸς τοῦ προσεχοῦς μηνός. «Τὸ ζήτημα τῶν ὑπαξιωματικῶν» — Τὸ ὑπουργεῖον ἐξετάζει τὰς αἰτήσεις τῶν ὑπαξιωματικῶν. [1300,763,1500,978]
article-heading: ΝΑΥΤΙΚΑ ΝΕΑ [1335,993,1465,1015]
article-heading: ΤΟ ΔΙΕΘΝΕΣ [1149,1241,1229,1256]
article-text: Δύο κύριοι καθήμενοι χθὲς τὸ ἀπόγευμα συνωμίλουν ἐπὶ τῶν Θεσσαλικῶν ἐκλογῶν. Ὁ εἷς ἔλεγεν εἰς τὸν ἄλλον: — Ἔχω τὴν ἰδέαν ὅτι ἡ Κυβέρνησις θὰ ἐπιτύχῃ. — Μπά! ἀπήντησεν ὁ ἄλλος. Ἐγὼ νομίζω ὅτι θὰ ἐπιτύχουν οἱ ἀντίπαλοι. — Πῶς τὸ ξέρεις; — Νὰ σοῦ πῶ· ἀφοῦ ὅλοι λέγουν ὅτι ἡ Κυβέρνησις θὰ ἐπιτύχῃ, ἐγὼ ὡς γνήσιος Ἕλλην λέγω τὸ ἀντίθετον. — Καὶ ἂν ἐπιτύχῃ; — Τότε θὰ εἶπω ὅτι τὸ ἤξευρα ἀπὸ πρὶν. [608,898,828,1056]
article-heading: Η ΔΙΑΘΕΣΙΣ [1158,1708,1220,1721]
article-heading: ΛΟΓΟΙ ΜΗΤΣΑΚΗ [664,1071,772,1086]
article-text: Ἀποπειραθεὶς νὰ αὐτοκτονήσῃ ὁ ἐν Πειραιεῖ ναυτικὸς Τελωνειακὸς ὑπάλληλος Π. Στεφανάτος, ἐν ὥρᾳ πρωίας, διὰ πυροβόλου ἐπὶ τῆς κεφαλῆς, μετεφέρθη εἰς τὸ Δημοτικὸν Νοσοκομεῖον. Ἡ ἀπόπειρα ὀφείλεται εἰς οἰκονομικοὺς λόγους. Ὁ αὐτόχειρ διάγει καλῶς. [1092,818,1286,946]
article-heading: ΟΜΙΛΙΑ ΤΗΣ ΕΠΟΧΗΣ [608,883,721,896]
article-heading: Ο ΡΙΦΑΑΤ ΠΑΣΣΑΣ [1341,418,1459,434]
article-heading: ΕΙΣ ΤΟΝ ΠΕΙΡΑΙΑ [1135,801,1243,816]
salutation: Κύριε Συντάκτα, [1308,1293,1402,1306]
article-heading: Ο ΦΟΙΤΗΤΙΚΟΣ [608,390,702,406]
article-subheading: Προαγωγαί [1368,749,1432,762]
ad-subheading: ΑΔΕΛΦΩΝ ΤΡΙΑΝΤΑΦΥΛΛΙΔΟΥ [864,624,1056,640]
article-heading: ΠΡΕΣΒΕΥΤΗΣ ΕΝ ΠΑΡΙΣΙΟΙΣ [1325,435,1475,448]
ad-subheading: ΦΟΝΤΑΝ ΦΡΟΥΙ ΓΛΑΣΕ ΚΑΡΑΜΕΛΕ [866,908,1054,920]
ad-text: Ἡ ὁποία θάττον ὀνίσκοι καὶ ἀνακουφίζει καὶ σθένος δίδει καὶ ὑποστηρίζει τὴν καρδιάν· τὰ σημεῖα τῆς ἀναρρώσεως ἀμέσως εὐρίσκονται, καὶ ἡ ὑγεία ἐπανέρχεται. Μόνον ἀπὸ αὐθεντικὴν Emulsion Scott ὑγιᾶ καὶ εὐτυχῆ παιδιά. [842,1203,982,1360]
